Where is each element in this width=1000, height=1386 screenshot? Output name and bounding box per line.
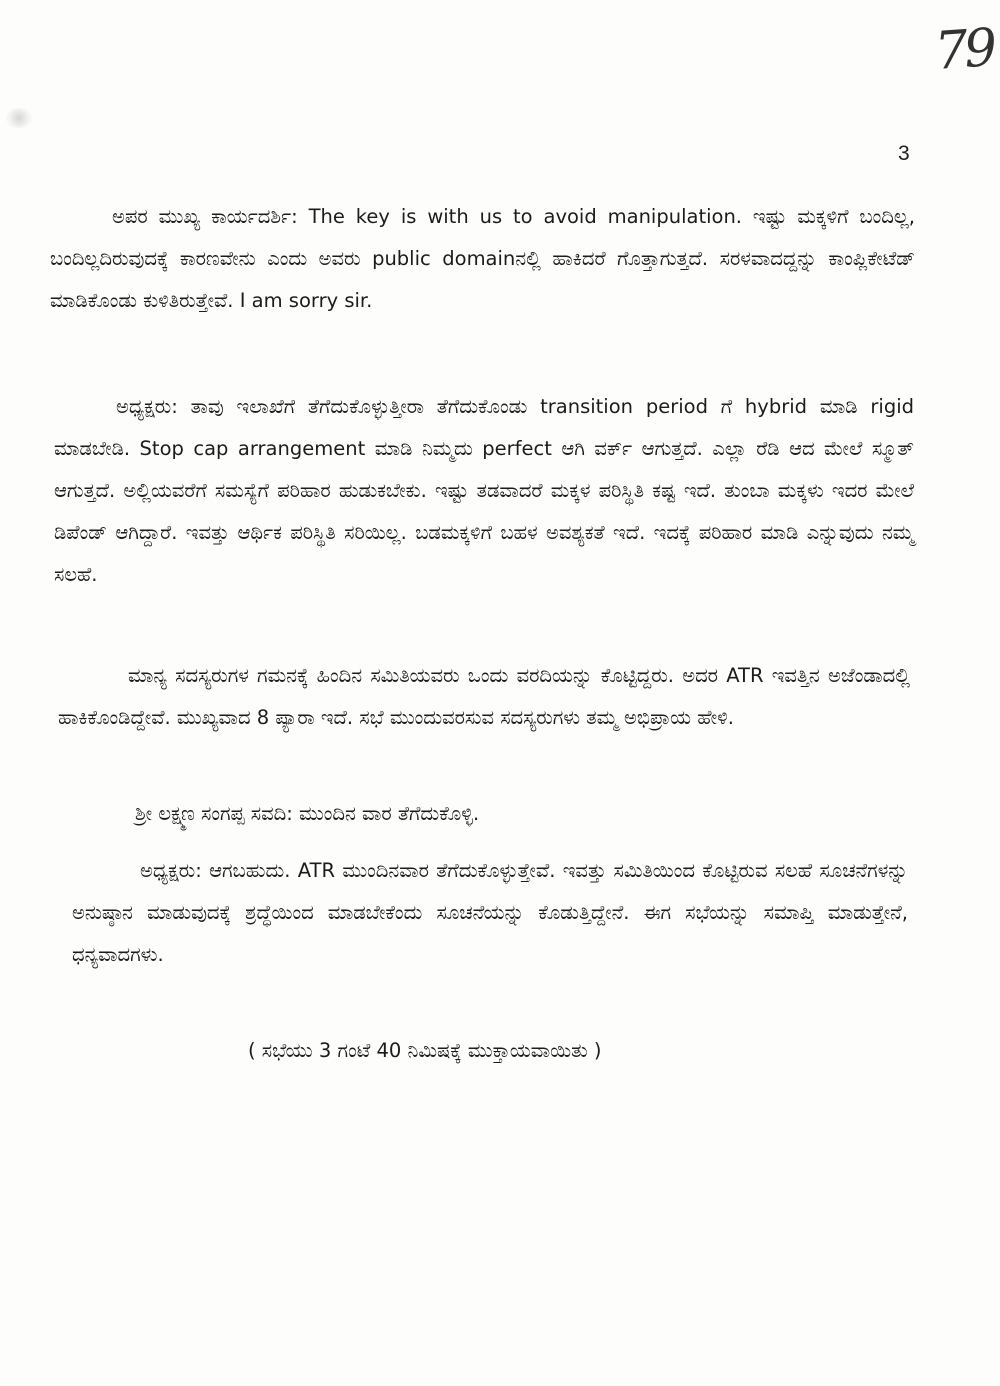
paragraph-member-savadi: ಶ್ರೀ ಲಕ್ಷ್ಮಣ ಸಂಗಪ್ಪ ಸವದಿ: ಮುಂದಿನ ವಾರ ತೆಗೆದುಕೊಳ್ಳಿ. — [135, 802, 480, 825]
paragraph-additional-chief-secretary: ಅಪರ ಮುಖ್ಯ ಕಾರ್ಯದರ್ಶಿ: The key is with us to avoid manipulation. ಇಷ್ಟು ಮಕ್ಕಳಿಗೆ ಬಂದಿಲ್ಲ, ಬಂದಿಲ್ಲದಿರುವುದಕ್ಕೆ ಕಾರಣವೇನು ಎಂದು ಅವರು public domainನಲ್ಲಿ ಹಾಕಿದರೆ ಗೊತ್ತಾಗುತ್ತದೆ. ಸರಳವಾದದ್ದನ್ನು ಕಾಂಪ್ಲಿಕೇಟೆಡ್ ಮಾಡಿಕೊಂಡು ಕುಳಿತಿರುತ್ತೇವೆ. I am sorry sir. — [50, 205, 915, 312]
paragraph-chairman-remarks: ಅಧ್ಯಕ್ಷರು: ತಾವು ಇಲಾಖೆಗೆ ತೆಗೆದುಕೊಳ್ಳುತ್ತೀರಾ ತೆಗೆದುಕೊಂಡು transition period ಗೆ hybrid ಮಾಡಿ rigid ಮಾಡಬೇಡಿ. Stop cap arrangement ಮಾಡಿ ನಿಮ್ಮದು perfect ಆಗಿ ವರ್ಕ್ ಆಗುತ್ತದೆ. ಎಲ್ಲಾ ರೆಡಿ ಆದ ಮೇಲೆ ಸ್ಮೂತ್ ಆಗುತ್ತದೆ. ಅಲ್ಲಿಯವರೆಗೆ ಸಮಸ್ಯೆಗೆ ಪರಿಹಾರ ಹುಡುಕಬೇಕು. ಇಷ್ಟು ತಡವಾದರೆ ಮಕ್ಕಳ ಪರಿಸ್ಥಿತಿ ಕಷ್ಟ ಇದೆ. ತುಂಬಾ ಮಕ್ಕಳು ಇದರ ಮೇಲೆ ಡಿಪೆಂಡ್ ಆಗಿದ್ದಾರೆ. ಇವತ್ತು ಆರ್ಥಿಕ ಪರಿಸ್ಥಿತಿ ಸರಿಯಿಲ್ಲ. ಬಡಮಕ್ಕಳಿಗೆ ಬಹಳ ಅವಶ್ಯಕತೆ ಇದೆ. ಇದಕ್ಕೆ ಪರಿಹಾರ ಮಾಡಿ ಎನ್ನುವುದು ನಮ್ಮ ಸಲಹೆ. — [54, 395, 914, 586]
paragraph-members-atr-notice: ಮಾನ್ಯ ಸದಸ್ಯರುಗಳ ಗಮನಕ್ಕೆ ಹಿಂದಿನ ಸಮಿತಿಯವರು ಒಂದು ವರದಿಯನ್ನು ಕೊಟ್ಟಿದ್ದರು. ಅದರ ATR ಇವತ್ತಿನ ಅಜೆಂಡಾದಲ್ಲಿ ಹಾಕಿಕೊಂಡಿದ್ದೇವೆ. ಮುಖ್ಯವಾದ 8 ಪ್ಯಾರಾ ಇದೆ. ಸಭೆ ಮುಂದುವರಸುವ ಸದಸ್ಯರುಗಳು ತಮ್ಮ ಅಭಿಪ್ರಾಯ ಹೇಳಿ. — [58, 664, 910, 729]
paragraph-chairman-closing: ಅಧ್ಯಕ್ಷರು: ಆಗಬಹುದು. ATR ಮುಂದಿನವಾರ ತೆಗೆದುಕೊಳ್ಳುತ್ತೇವೆ. ಇವತ್ತು ಸಮಿತಿಯಿಂದ ಕೊಟ್ಟಿರುವ ಸಲಹೆ ಸೂಚನೆಗಳನ್ನು ಅನುಷ್ಠಾನ ಮಾಡುವುದಕ್ಕೆ ಶ್ರದ್ಧೆಯಿಂದ ಮಾಡಬೇಕೆಂದು ಸೂಚನೆಯನ್ನು ಕೊಡುತ್ತಿದ್ದೇನೆ. ಈಗ ಸಭೆಯನ್ನು ಸಮಾಪ್ತಿ ಮಾಡುತ್ತೇನೆ, ಧನ್ಯವಾದಗಳು. — [72, 859, 908, 966]
page-number: 3 — [898, 142, 910, 165]
scan-smudge — [6, 108, 32, 128]
meeting-closed-note: ( ಸಭೆಯು 3 ಗಂಟೆ 40 ನಿಮಿಷಕ್ಕೆ ಮುಕ್ತಾಯವಾಯಿತು ) — [248, 1039, 602, 1062]
handwritten-page-mark: 79 — [932, 18, 996, 82]
